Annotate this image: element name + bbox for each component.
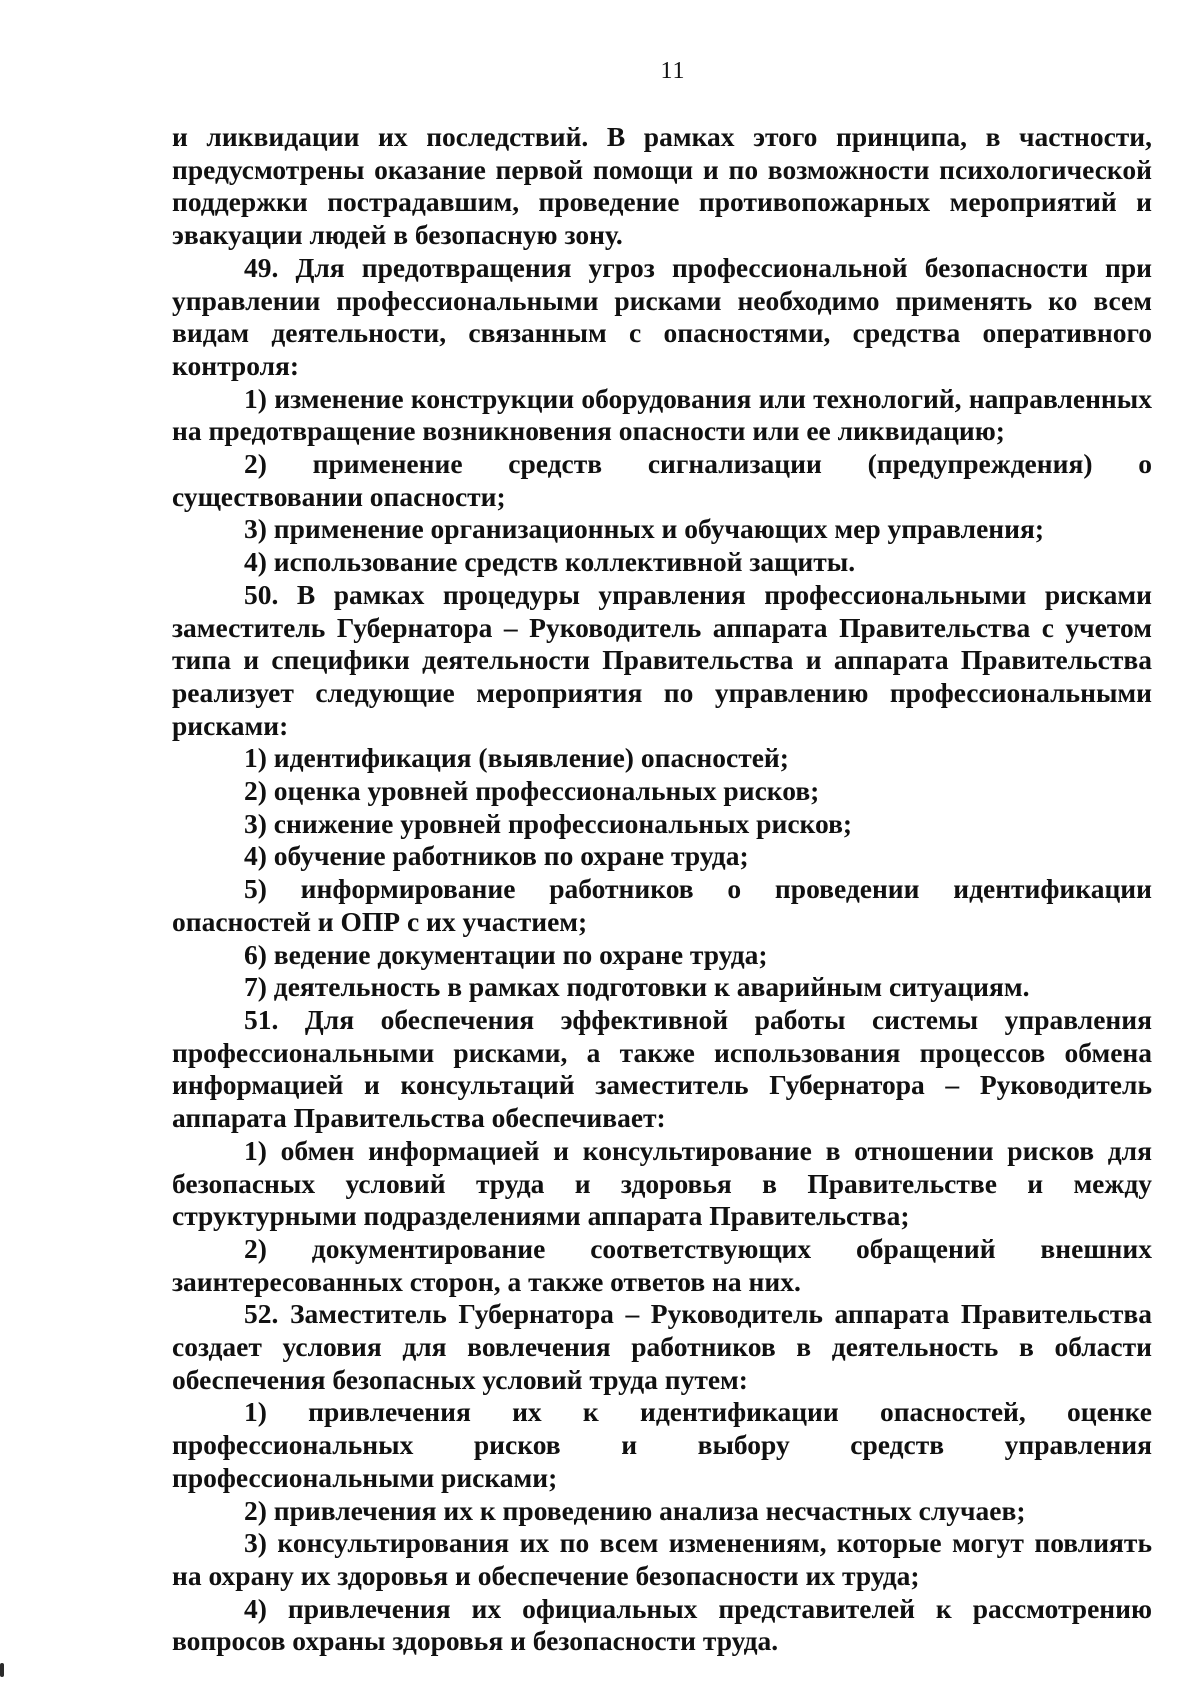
paragraph: 1) изменение конструкции оборудования или технологий, направленных на предотвращение возникновения опасности или ее ликвидацию; [172,382,1152,447]
paragraph: 1) обмен информацией и консультирование в отношении рисков для безопасных условий труда и здоровья в Правительстве и между структурными подразделениями аппарата Правительства; [172,1134,1152,1232]
paragraph: 2) оценка уровней профессиональных рисков; [244,775,820,807]
paragraph: 3) снижение уровней профессиональных рисков; [244,807,853,839]
paragraph: 4) использование средств коллективной защиты. [244,546,856,578]
paragraph: 2) документирование соответствующих обращений внешних заинтересованных сторон, а также ответов на них. [172,1232,1152,1297]
page-number: 11 [660,58,686,84]
paragraph-continuation: и ликвидации их последствий. В рамках этого принципа, в частности, предусмотрены оказание первой помощи и по возможности психологической поддержки пострадавшим, проведение противопожарных мероприятий и эвакуации людей в безопасную зону. [172,121,1152,251]
paragraph: 1) идентификация (выявление) опасностей; [244,742,789,774]
scan-artifact-mark [0,1663,4,1677]
paragraph: 49. Для предотвращения угроз профессиональной безопасности при управлении профессиональными рисками необходимо применять ко всем видам деятельности, связанным с опасностями, средства оперативного контроля: [172,251,1152,381]
paragraph: 4) привлечения их официальных представителей к рассмотрению вопросов охраны здоровья и безопасности труда. [172,1592,1152,1657]
paragraph: 50. В рамках процедуры управления профессиональными рисками заместитель Губернатора – Руководитель аппарата Правительства с учетом типа и специфики деятельности Правительства и аппарата Правительства реализует следующие мероприятия по управлению профессиональными рисками: [172,578,1152,741]
paragraph: 4) обучение работников по охране труда; [244,840,749,872]
paragraph: 3) консультирования их по всем изменениям, которые могут повлиять на охрану их здоровья и обеспечение безопасности их труда; [172,1527,1152,1591]
paragraph: 2) привлечения их к проведению анализа несчастных случаев; [244,1494,1026,1526]
paragraph: 51. Для обеспечения эффективной работы системы управления профессиональными рисками, а также использования процессов обмена информацией и консультаций заместитель Губернатора – Руководитель аппарата Правительства обеспечивает: [172,1003,1152,1134]
document-body [172,121,1152,1658]
paragraph: 5) информирование работников о проведении идентификации опасностей и ОПР с их участием; [172,873,1152,937]
paragraph: 2) применение средств сигнализации (предупреждения) о существовании опасности; [172,448,1152,512]
paragraph: 6) ведение документации по охране труда; [244,938,768,970]
paragraph: 52. Заместитель Губернатора – Руководитель аппарата Правительства создает условия для вовлечения работников в деятельность в области обеспечения безопасных условий труда путем: [172,1298,1152,1395]
paragraph: 7) деятельность в рамках подготовки к аварийным ситуациям. [244,971,1030,1003]
paragraph: 1) привлечения их к идентификации опасностей, оценке профессиональных рисков и выбору средств управления профессиональными рисками; [172,1396,1152,1493]
paragraph: 3) применение организационных и обучающих мер управления; [244,513,1044,545]
